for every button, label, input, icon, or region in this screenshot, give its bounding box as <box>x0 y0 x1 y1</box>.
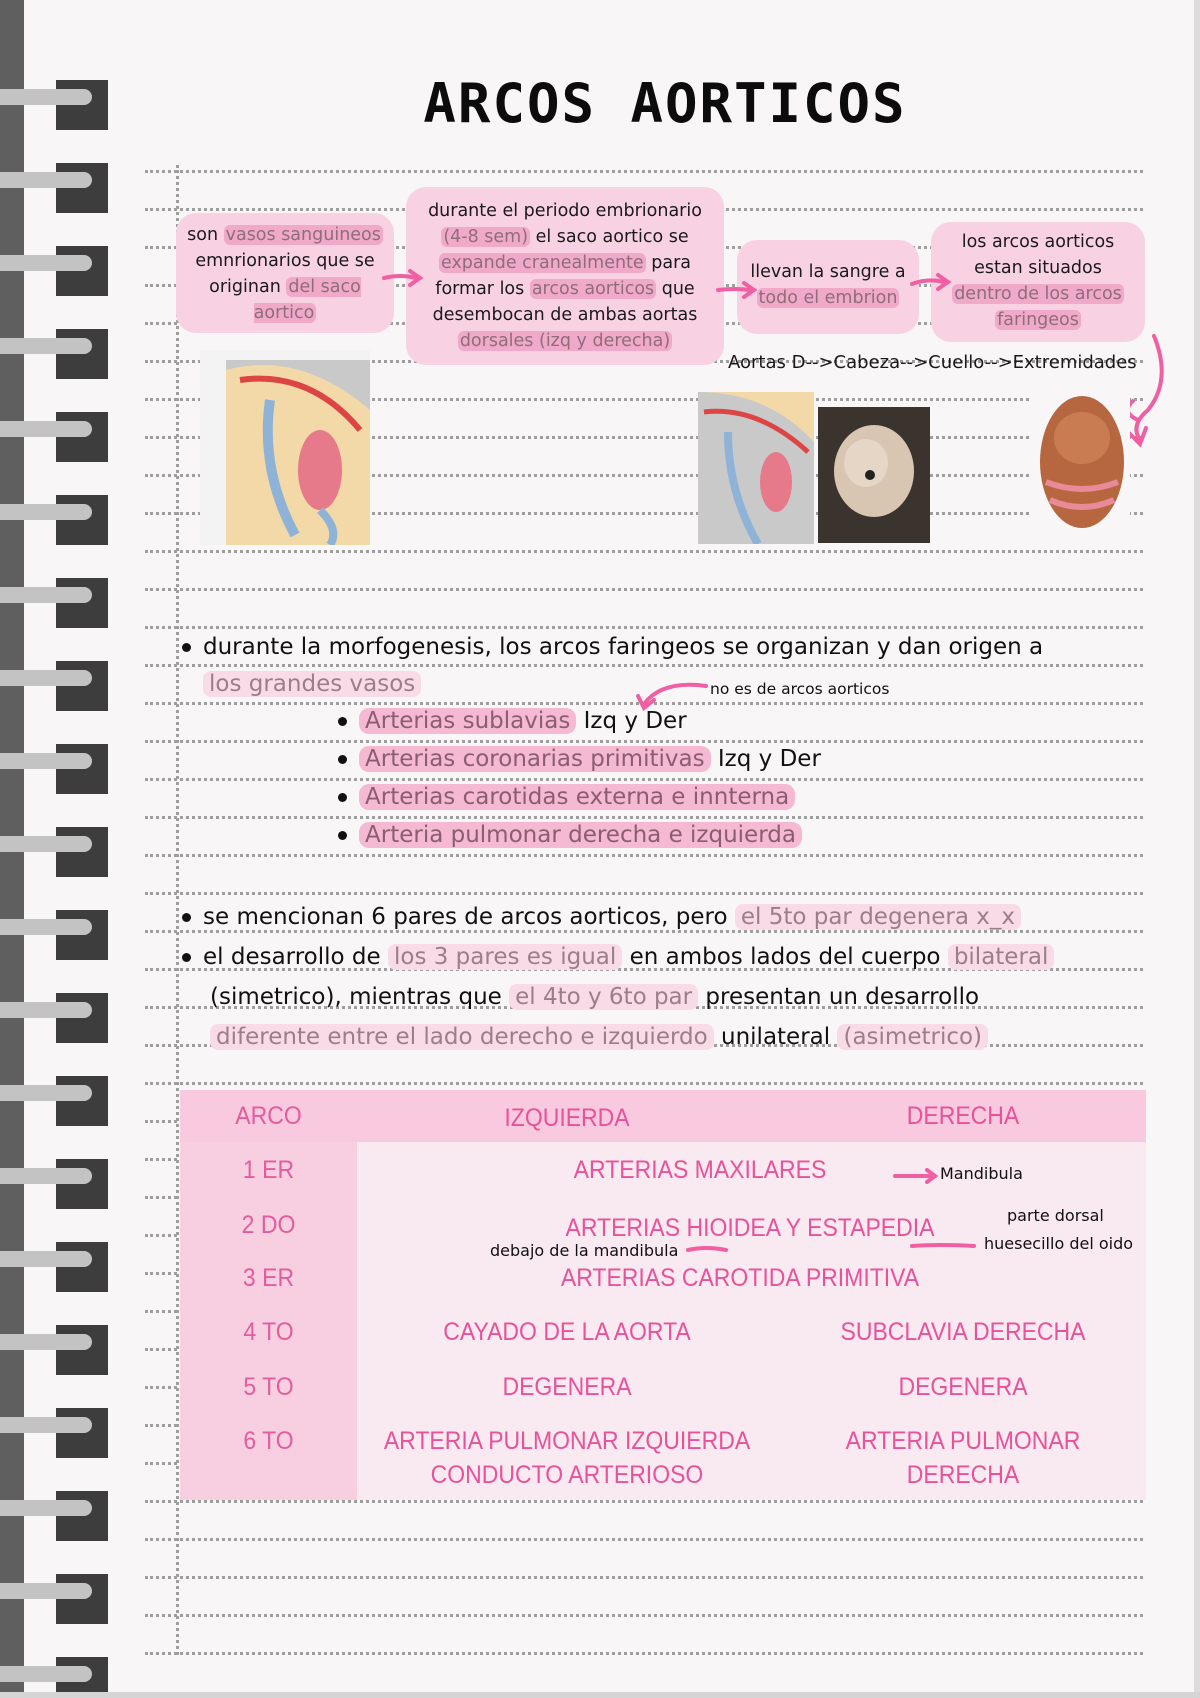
ruled-line <box>145 1576 1143 1579</box>
spiral-ring <box>0 744 108 794</box>
row-izq: DEGENERA <box>502 1373 632 1401</box>
row-arco: 1 ER <box>242 1156 295 1184</box>
page-title: ARCOS AORTICOS <box>423 72 907 135</box>
row-izq: CAYADO DE LA AORTA <box>443 1318 691 1346</box>
header-izquierda: IZQUIERDA <box>504 1104 630 1132</box>
ruled-line <box>145 930 1143 933</box>
bullet-desarrollo-line3: diferente entre el lado derecho e izquierdo unilateral (asimetrico) <box>210 1024 988 1050</box>
embryo-diagram-image <box>200 350 370 545</box>
ruled-line <box>145 778 1143 781</box>
spiral-ring <box>0 246 108 296</box>
ruled-line <box>145 1538 1143 1541</box>
spiral-ring <box>0 163 108 213</box>
spiral-ring <box>0 1325 108 1375</box>
aortic-arches-table <box>180 1090 1146 1510</box>
row-arco: 5 TO <box>243 1373 294 1401</box>
bullet-6-pares: se mencionan 6 pares de arcos aorticos, pero el 5to par degenera x_x <box>182 904 1021 930</box>
bullet-desarrollo: el desarrollo de los 3 pares es igual en ambos lados del cuerpo bilateral <box>182 944 1054 970</box>
arrow-icon <box>714 276 760 306</box>
ruled-line <box>145 588 1143 591</box>
header-arco: ARCO <box>235 1102 302 1130</box>
spiral-ring <box>0 1491 108 1541</box>
row-der-2: DERECHA <box>906 1461 1020 1489</box>
sub-item-4: Arteria pulmonar derecha e izquierda <box>338 822 802 848</box>
spiral-ring <box>0 827 108 877</box>
ruled-line <box>145 170 1143 173</box>
spiral-ring <box>0 495 108 545</box>
row-span: ARTERIAS HIOIDEA Y ESTAPEDIA <box>565 1214 935 1242</box>
bullet-grandes-vasos: los grandes vasos <box>203 671 421 697</box>
spiral-ring <box>0 578 108 628</box>
arrow-icon <box>908 266 954 296</box>
note-huesecillo: huesecillo del oido <box>984 1234 1134 1253</box>
ruled-line <box>145 664 1143 667</box>
ruled-line <box>145 816 1143 819</box>
row-izq-1: ARTERIA PULMONAR IZQUIERDA <box>383 1427 751 1455</box>
row-span: ARTERIAS CAROTIDA PRIMITIVA <box>560 1264 920 1292</box>
spiral-ring <box>0 329 108 379</box>
arrow-icon <box>893 1166 941 1186</box>
header-derecha: DERECHA <box>906 1102 1020 1130</box>
spiral-ring <box>0 910 108 960</box>
spiral-ring <box>0 1159 108 1209</box>
row-arco: 6 TO <box>243 1427 294 1455</box>
arrow-icon <box>686 1238 732 1258</box>
row-arco: 3 ER <box>242 1264 295 1292</box>
spiral-ring <box>0 661 108 711</box>
spiral-ring <box>0 1076 108 1126</box>
row-der-1: ARTERIA PULMONAR <box>845 1427 1081 1455</box>
aortic-arches-diagram-image <box>698 392 814 544</box>
row-arco: 4 TO <box>243 1318 294 1346</box>
flow-box-4-text: los arcos aorticos estan situados dentro de los arcos faringeos <box>954 232 1122 330</box>
sub-item-2: Arterias coronarias primitivas Izq y Der <box>338 746 821 772</box>
ruled-line <box>145 892 1143 895</box>
embryo-head-photo-image <box>1030 392 1130 542</box>
row-izq-2: CONDUCTO ARTERIOSO <box>430 1461 704 1489</box>
aortas-caption: Aortas D-->Cabeza-->Cuello-->Extremidades <box>728 352 1137 373</box>
sub-item-1: Arterias sublavias Izq y Der <box>338 708 687 734</box>
spiral-ring <box>0 993 108 1043</box>
flow-box-1-text: son vasos sanguineos emnrionarios que se originan del saco aortico <box>187 225 381 323</box>
ruled-line <box>145 1082 1143 1085</box>
ruled-line <box>145 626 1143 629</box>
ruled-line <box>145 854 1143 857</box>
ruled-line <box>145 1652 1143 1655</box>
note-not-aortic: no es de arcos aorticos <box>710 680 890 698</box>
spiral-ring <box>0 412 108 462</box>
arrow-icon <box>910 1236 982 1256</box>
ruled-line <box>145 550 1143 553</box>
arrow-icon <box>380 260 426 290</box>
spiral-ring <box>0 1408 108 1458</box>
margin-line <box>176 165 179 1655</box>
note-parte-dorsal: parte dorsal <box>1007 1206 1104 1225</box>
flow-box-3-text: llevan la sangre a todo el embrion <box>750 262 906 308</box>
row-span: ARTERIAS MAXILARES <box>573 1156 827 1184</box>
bullet-morfogenesis: durante la morfogenesis, los arcos faringeos se organizan y dan origen a <box>182 634 1043 660</box>
note-mandibula: Mandibula <box>940 1164 1023 1183</box>
note-debajo-mandibula: debajo de la mandibula <box>490 1241 679 1260</box>
spiral-ring <box>0 1574 108 1624</box>
spiral-ring <box>0 1242 108 1292</box>
embryo-photo-image <box>818 407 930 543</box>
row-der: DEGENERA <box>898 1373 1028 1401</box>
ruled-line <box>145 1614 1143 1617</box>
flow-box-2-text: durante el periodo embrionario (4-8 sem) el saco aortico se expande cranealmente para formar los arcos aorticos que desembocan de ambas aortas dorsales (izq y derecha) <box>428 201 702 351</box>
row-arco: 2 DO <box>241 1211 296 1239</box>
bullet-desarrollo-line2: (simetrico), mientras que el 4to y 6to par presentan un desarrollo <box>210 984 980 1010</box>
sub-item-3: Arterias carotidas externa e innterna <box>338 784 795 810</box>
ruled-line <box>145 740 1143 743</box>
row-der: SUBCLAVIA DERECHA <box>840 1318 1086 1346</box>
